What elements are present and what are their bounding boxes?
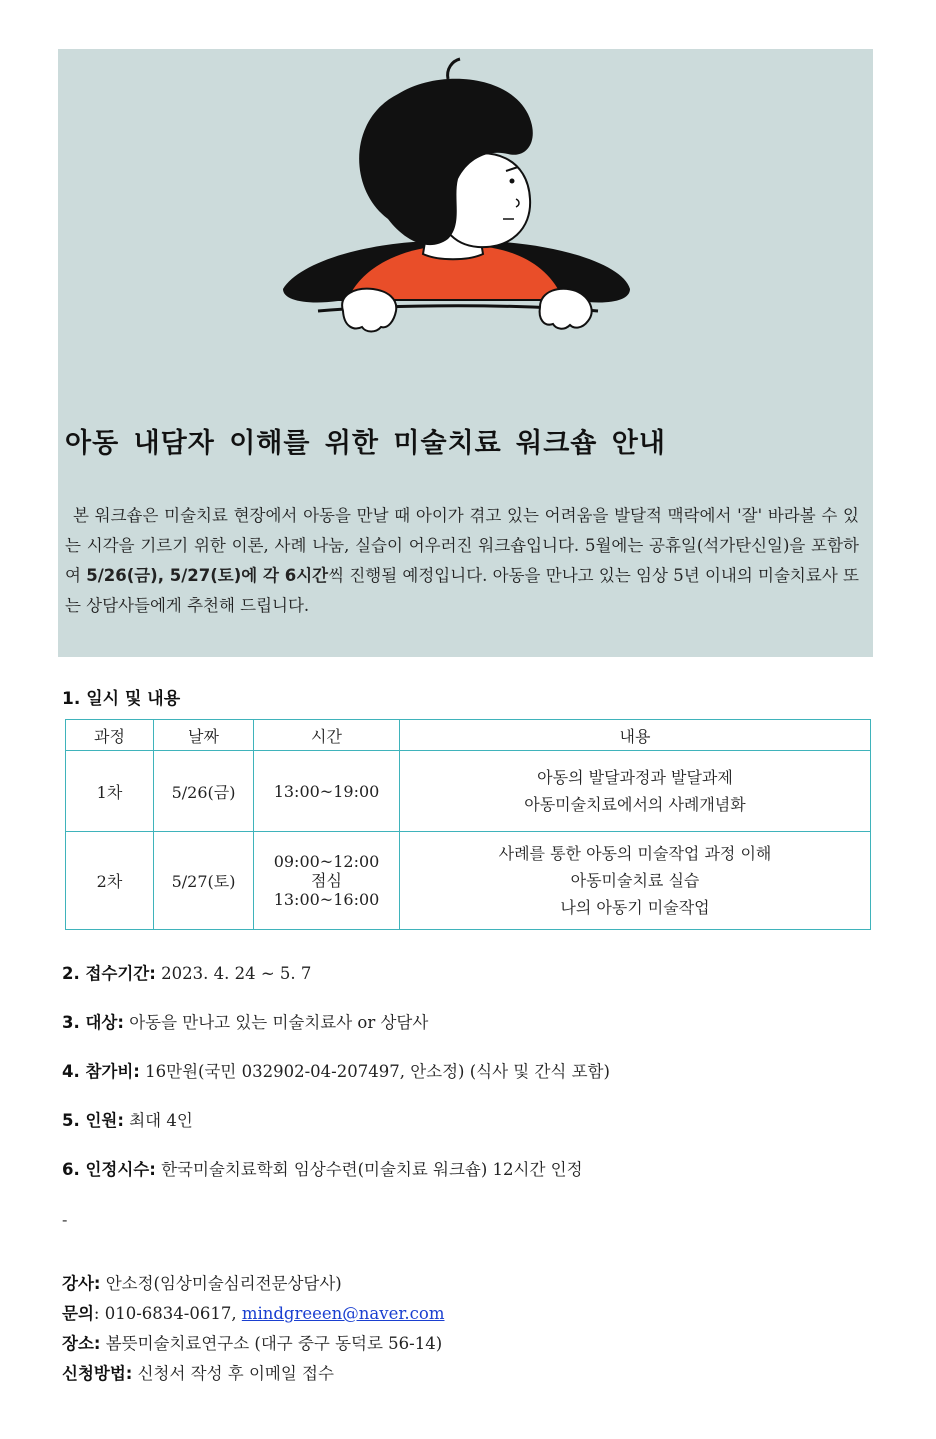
contact-key: 문의 — [62, 1304, 94, 1323]
contact-value: 봄뜻미술치료연구소 (대구 중구 동덕로 56-14) — [100, 1334, 443, 1353]
content-line: 아동미술치료 실습 — [570, 871, 700, 890]
separator: - — [62, 1210, 68, 1229]
child-peeking-illustration — [278, 49, 638, 349]
contact-place — [62, 1330, 442, 1354]
cell-course: 1차 — [66, 751, 154, 832]
header-time: 시간 — [254, 720, 400, 751]
cell-date: 5/27(토) — [154, 832, 254, 930]
contact-inquiry — [62, 1300, 445, 1324]
contact-key: 신청방법: — [62, 1364, 133, 1383]
intro-highlight: 5/26(금), 5/27(토)에 각 6시간 — [86, 566, 329, 585]
content-line: 아동미술치료에서의 사례개념화 — [524, 795, 746, 814]
info-credit-hours — [62, 1156, 583, 1180]
time-line: 13:00~16:00 — [273, 890, 380, 909]
info-key: 5. 인원: — [62, 1111, 124, 1130]
time-line: 09:00~12:00 — [273, 852, 380, 871]
cell-course: 2차 — [66, 832, 154, 930]
contact-apply — [62, 1360, 334, 1384]
header-content: 내용 — [400, 720, 871, 751]
cell-content — [400, 751, 871, 832]
info-key: 2. 접수기간: — [62, 964, 156, 983]
contact-instructor — [62, 1270, 342, 1294]
contact-value: 신청서 작성 후 이메일 접수 — [132, 1364, 334, 1383]
content-line: 사례를 통한 아동의 미술작업 과정 이해 — [498, 844, 772, 863]
table-row — [66, 832, 871, 930]
info-capacity — [62, 1107, 193, 1131]
cell-time — [254, 751, 400, 832]
table-row — [66, 751, 871, 832]
info-value: 2023. 4. 24 ~ 5. 7 — [155, 964, 312, 983]
info-key: 3. 대상: — [62, 1013, 124, 1032]
intro-text-part2: 씩 진행될 예정입니다. 아동을 만나고 있는 임상 5년 이내의 미술치료사 또는 상담사들에게 추천해 드립니다. — [65, 566, 859, 615]
intro-paragraph — [65, 501, 859, 621]
info-value: 아동을 만나고 있는 미술치료사 or 상담사 — [123, 1013, 429, 1032]
content-line: 아동의 발달과정과 발달과제 — [537, 768, 733, 787]
cell-time — [254, 832, 400, 930]
time-line: 점심 — [311, 871, 342, 890]
email-link[interactable]: mindgreeen@naver.com — [241, 1304, 445, 1323]
cell-date: 5/26(금) — [154, 751, 254, 832]
page-title: 아동 내담자 이해를 위한 미술치료 워크숍 안내 — [65, 428, 666, 459]
contact-value: 안소정(임상미술심리전문상담사) — [100, 1274, 342, 1293]
cell-content — [400, 832, 871, 930]
contact-key: 강사: — [62, 1274, 101, 1293]
info-value: 최대 4인 — [123, 1111, 193, 1130]
info-target — [62, 1009, 428, 1033]
section-heading-schedule: 1. 일시 및 내용 — [62, 689, 181, 709]
content-line: 나의 아동기 미술작업 — [560, 898, 710, 917]
header-date: 날짜 — [154, 720, 254, 751]
contact-key: 장소: — [62, 1334, 101, 1353]
info-key: 6. 인정시수: — [62, 1160, 156, 1179]
intro-text-part1: 본 워크숍은 미술치료 현장에서 아동을 만날 때 아이가 겪고 있는 어려움을 발달적 맥락에서 '잘' 바라볼 수 있는 시각을 기르기 위한 이론, 사례 나눔, 실습이 어우러진 워크숍입니다. 5월에는 공휴일(석가탄신일)을 포함하여 — [65, 506, 859, 585]
info-key: 4. 참가비: — [62, 1062, 140, 1081]
info-registration-period — [62, 960, 311, 984]
header-course: 과정 — [66, 720, 154, 751]
time-line: 13:00~19:00 — [273, 781, 380, 801]
hero-banner — [58, 49, 873, 657]
schedule-table — [65, 719, 871, 930]
info-value: 16만원(국민 032902-04-207497, 안소정) (식사 및 간식 포함) — [139, 1062, 610, 1081]
info-value: 한국미술치료학회 임상수련(미술치료 워크숍) 12시간 인정 — [155, 1160, 583, 1179]
info-fee — [62, 1058, 610, 1082]
table-header-row — [66, 720, 871, 751]
contact-value: : 010-6834-0617, — [93, 1304, 242, 1323]
